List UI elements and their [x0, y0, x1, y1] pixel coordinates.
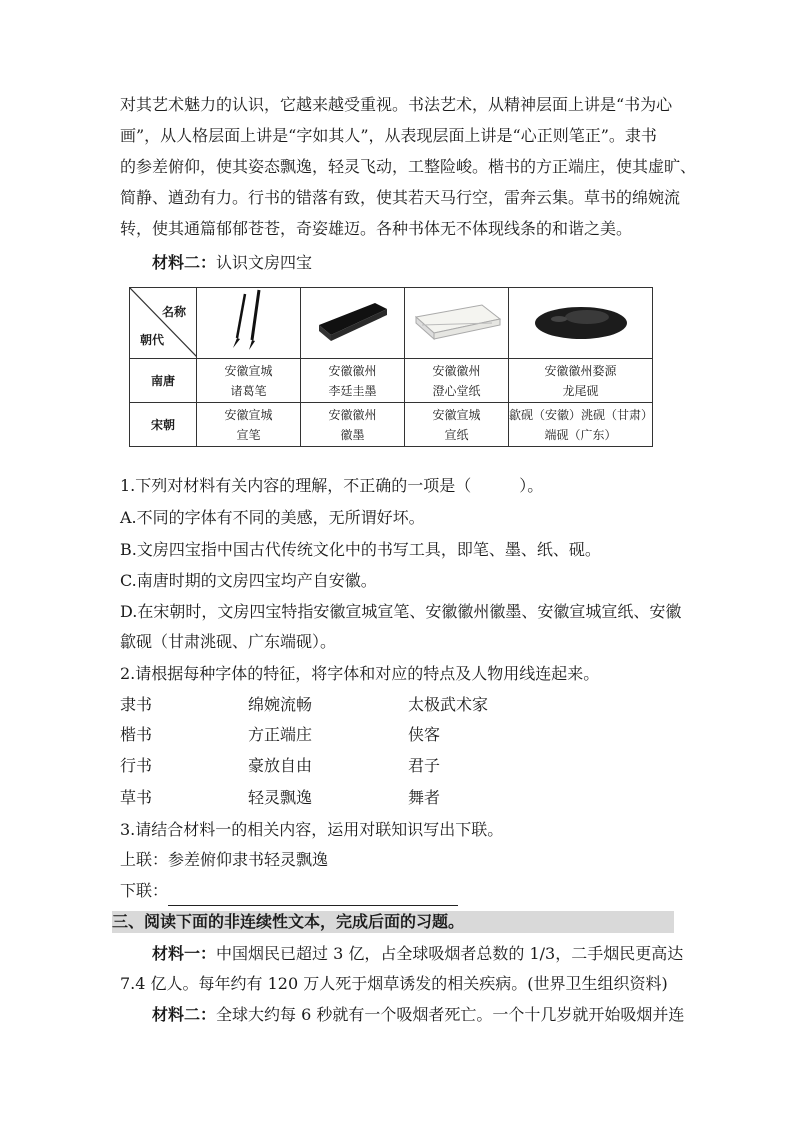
material2-line1 [120, 1000, 685, 1030]
material1-line1 [120, 939, 684, 969]
q3-stem: 3.请结合材料一的相关内容，运用对联知识写出下联。 [120, 820, 504, 839]
script-type: 隶书 [120, 695, 153, 714]
brush-icon [197, 288, 301, 359]
material2-label: 材料二： [152, 253, 217, 272]
header-dynasty-label: 朝代 [140, 333, 165, 347]
passage-line: 的参差俯仰，使其姿态飘逸，轻灵飞动，工整险峻。楷书的方正端庄，使其虚旷、 [120, 157, 697, 176]
q1-option-c: C.南唐时期的文房四宝均产自安徽。 [120, 571, 377, 590]
header-name-label: 名称 [161, 305, 186, 319]
passage-line: 转，使其通篇郁郁苍苍，奇姿雄迈。各种书体无不体现线条的和谐之美。 [120, 219, 633, 238]
q1-option-a: A.不同的字体有不同的美感，无所谓好坏。 [120, 508, 425, 527]
q1-option-b: B.文房四宝指中国古代传统文化中的书写工具，即笔、墨、纸、砚。 [120, 540, 601, 559]
script-person: 君子 [408, 756, 441, 775]
material2-title: 认识文房四宝 [216, 253, 313, 272]
material1-line2: 7.4 亿人。每年约有 120 万人死于烟草诱发的相关疾病。(世界卫生组织资料) [120, 974, 668, 993]
section-heading: 三、阅读下面的非连续性文本，完成后面的习题。 [112, 911, 674, 933]
row-dynasty: 南唐 [130, 359, 197, 403]
four-treasures-table [129, 287, 653, 447]
script-person: 舞者 [408, 788, 441, 807]
table-cell: 安徽宣城 宣笔 [197, 403, 301, 447]
table-cell: 安徽徽州婺源 龙尾砚 [509, 359, 653, 403]
script-type: 行书 [120, 756, 153, 775]
script-person: 侠客 [408, 725, 441, 744]
table-cell: 安徽徽州 澄心堂纸 [405, 359, 509, 403]
script-feature: 绵婉流畅 [248, 695, 313, 714]
answer-blank[interactable] [168, 887, 458, 906]
script-type: 草书 [120, 788, 153, 807]
ink-stick-icon [301, 288, 405, 359]
table-cell: 安徽宣城 宣纸 [405, 403, 509, 447]
row-dynasty: 宋朝 [130, 403, 197, 447]
material2-heading [120, 248, 675, 278]
q1-option-d-cont: 歙砚（甘肃洮砚、广东端砚）。 [120, 632, 337, 651]
paper-stack-icon [405, 288, 509, 359]
q2-stem: 2.请根据每种字体的特征，将字体和对应的特点及人物用线连起来。 [120, 664, 600, 683]
passage-line: 对其艺术魅力的认识，它越来越受重视。书法艺术，从精神层面上讲是“书为心 [120, 95, 673, 114]
material1-text: 中国烟民已超过 3 亿，占全球吸烟者总数的 1/3，二手烟民更高达 [216, 944, 684, 963]
script-person: 太极武术家 [408, 695, 489, 714]
passage-line: 画”，从人格层面上讲是“字如其人”，从表现层面上讲是“心正则笔正”。隶书 [120, 126, 657, 145]
q3-lower-label: 下联： [120, 881, 169, 900]
material1-label: 材料一： [152, 944, 217, 963]
table-cell: 安徽宣城 诸葛笔 [197, 359, 301, 403]
script-type: 楷书 [120, 725, 153, 744]
passage-line: 简静、遒劲有力。行书的错落有致，使其若天马行空，雷奔云集。草书的绵婉流 [120, 188, 681, 207]
material2b-text: 全球大约每 6 秒就有一个吸烟者死亡。一个十几岁就开始吸烟并连 [216, 1005, 685, 1024]
material2b-label: 材料二： [152, 1005, 217, 1024]
q3-lower-couplet [120, 876, 675, 906]
q3-upper-couplet: 上联：参差俯仰隶书轻灵飘逸 [120, 850, 329, 869]
table-cell: 安徽徽州 李廷圭墨 [301, 359, 405, 403]
table-cell: 安徽徽州 徽墨 [301, 403, 405, 447]
table-cell: 歙砚（安徽）洮砚（甘肃） 端砚（广东） [509, 403, 653, 447]
q1-option-d: D.在宋朝时，文房四宝特指安徽宣城宣笔、安徽徽州徽墨、安徽宣城宣纸、安徽 [120, 602, 682, 621]
q1-stem: 1.下列对材料有关内容的理解，不正确的一项是（ ）。 [120, 476, 544, 495]
script-feature: 豪放自由 [248, 756, 313, 775]
script-feature: 方正端庄 [248, 725, 313, 744]
table-corner-header [130, 288, 197, 359]
inkstone-icon [509, 288, 653, 359]
script-feature: 轻灵飘逸 [248, 788, 313, 807]
